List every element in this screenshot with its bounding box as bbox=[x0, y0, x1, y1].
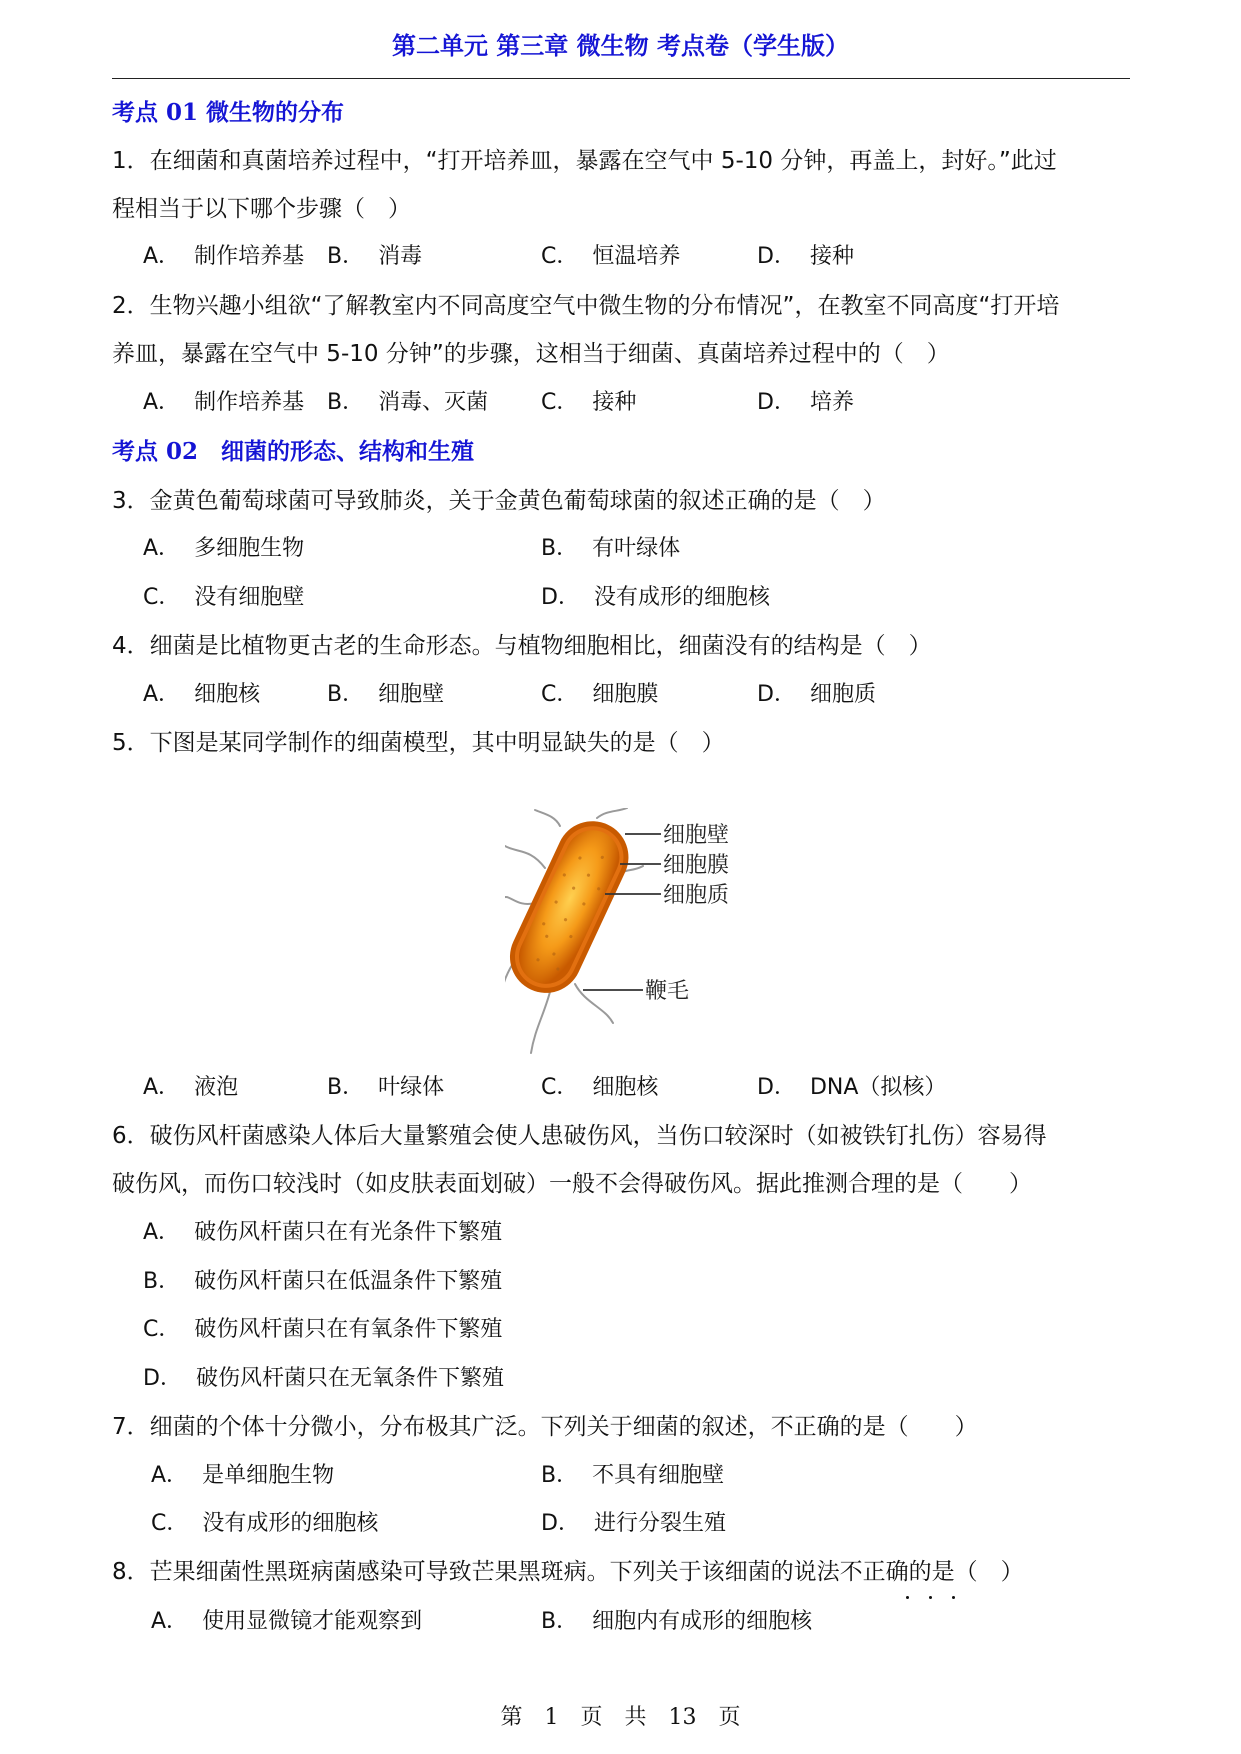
flagellum-2 bbox=[505, 897, 535, 904]
bacterium-model-figure bbox=[505, 808, 750, 1058]
question-7-option-b[interactable] bbox=[541, 1461, 724, 1491]
question-2-option-b[interactable] bbox=[327, 388, 488, 418]
question-8-line-1: 8．芒果细菌性黑斑病菌感染可导致芒果黑斑病。下列关于该细菌的说法不正确的是（ ） bbox=[112, 1559, 1024, 1585]
option-text: 细胞核 bbox=[592, 1075, 659, 1100]
option-letter: C． bbox=[143, 585, 181, 610]
question-1-option-d[interactable] bbox=[757, 242, 854, 272]
option-letter: A． bbox=[143, 1075, 181, 1100]
option-letter: A． bbox=[143, 536, 181, 561]
option-letter: A． bbox=[151, 1463, 189, 1488]
option-text: 液泡 bbox=[194, 1075, 239, 1100]
question-4-option-d[interactable] bbox=[757, 680, 876, 710]
question-7-option-a[interactable] bbox=[151, 1461, 334, 1491]
option-text: 没有成形的细胞核 bbox=[202, 1511, 379, 1536]
option-letter: B． bbox=[143, 1269, 181, 1294]
flagellum-5 bbox=[597, 808, 627, 818]
option-text: 没有细胞壁 bbox=[194, 585, 305, 610]
label-cell-wall: 细胞壁 bbox=[663, 823, 730, 848]
question-6-option-d[interactable] bbox=[143, 1364, 504, 1394]
option-letter: A． bbox=[143, 390, 181, 415]
option-letter: D． bbox=[541, 1511, 580, 1536]
option-text: 接种 bbox=[592, 390, 637, 415]
option-text: 叶绿体 bbox=[378, 1075, 445, 1100]
question-3-option-a[interactable] bbox=[143, 534, 304, 564]
option-text: 是单细胞生物 bbox=[202, 1463, 335, 1488]
question-6-option-b[interactable] bbox=[143, 1267, 502, 1297]
option-letter: D． bbox=[757, 244, 796, 269]
question-1-option-c[interactable] bbox=[541, 242, 680, 272]
option-text: 细胞核 bbox=[194, 682, 261, 707]
option-letter: B． bbox=[541, 1609, 579, 1634]
option-letter: D． bbox=[757, 682, 796, 707]
option-text: 细胞壁 bbox=[378, 682, 445, 707]
header-divider bbox=[112, 78, 1130, 79]
option-text: DNA（拟核） bbox=[809, 1075, 947, 1100]
option-letter: C． bbox=[151, 1511, 189, 1536]
option-letter: B． bbox=[327, 1075, 365, 1100]
option-letter: B． bbox=[327, 390, 365, 415]
section-title-01: 考点 01 微生物的分布 bbox=[112, 99, 345, 126]
page-header-title: 第二单元 第三章 微生物 考点卷（学生版） bbox=[391, 31, 850, 60]
option-letter: A． bbox=[143, 244, 181, 269]
option-text: 制作培养基 bbox=[194, 390, 305, 415]
flagellum-4 bbox=[535, 810, 560, 826]
question-4-option-a[interactable] bbox=[143, 680, 260, 710]
option-letter: C． bbox=[541, 244, 579, 269]
option-letter: D． bbox=[757, 390, 796, 415]
question-4-line-1: 4．细菌是比植物更古老的生命形态。与植物细胞相比，细菌没有的结构是（ ） bbox=[112, 633, 932, 659]
question-5-option-d[interactable] bbox=[757, 1073, 946, 1103]
option-text: 有叶绿体 bbox=[592, 536, 681, 561]
question-3-line-1: 3．金黄色葡萄球菌可导致肺炎，关于金黄色葡萄球菌的叙述正确的是（ ） bbox=[112, 488, 886, 514]
page-footer: 第 1 页 共 13 页 bbox=[500, 1705, 741, 1730]
question-2-option-d[interactable] bbox=[757, 388, 854, 418]
option-letter: A． bbox=[143, 682, 181, 707]
question-5-option-c[interactable] bbox=[541, 1073, 658, 1103]
option-text: 没有成形的细胞核 bbox=[593, 585, 770, 610]
flagellum-1 bbox=[505, 846, 545, 868]
option-letter: A． bbox=[143, 1220, 181, 1245]
option-text: 破伤风杆菌只在有氧条件下繁殖 bbox=[194, 1317, 503, 1342]
question-1-option-b[interactable] bbox=[327, 242, 422, 272]
option-text: 破伤风杆菌只在有光条件下繁殖 bbox=[194, 1220, 503, 1245]
question-8-option-b[interactable] bbox=[541, 1607, 812, 1637]
label-flagellum: 鞭毛 bbox=[645, 979, 690, 1004]
question-6-option-a[interactable] bbox=[143, 1218, 502, 1248]
question-7-line-1: 7．细菌的个体十分微小，分布极其广泛。下列关于细菌的叙述，不正确的是（ ） bbox=[112, 1414, 978, 1440]
question-3-option-b[interactable] bbox=[541, 534, 680, 564]
question-3-option-c[interactable] bbox=[143, 583, 304, 613]
option-letter: C． bbox=[143, 1317, 181, 1342]
option-text: 消毒、灭菌 bbox=[378, 390, 489, 415]
question-6-line-1: 6．破伤风杆菌感染人体后大量繁殖会使人患破伤风，当伤口较深时（如被铁钉扎伤）容易得 bbox=[112, 1123, 1047, 1149]
option-text: 破伤风杆菌只在低温条件下繁殖 bbox=[194, 1269, 503, 1294]
option-letter: B． bbox=[327, 244, 365, 269]
question-4-option-b[interactable] bbox=[327, 680, 444, 710]
question-5-line-1: 5．下图是某同学制作的细菌模型，其中明显缺失的是（ ） bbox=[112, 730, 725, 756]
option-letter: B． bbox=[327, 682, 365, 707]
flagellum-8 bbox=[531, 988, 551, 1053]
question-2-option-a[interactable] bbox=[143, 388, 304, 418]
question-6-option-c[interactable] bbox=[143, 1315, 502, 1345]
option-letter: A． bbox=[151, 1609, 189, 1634]
question-8-option-a[interactable] bbox=[151, 1607, 422, 1637]
option-text: 细胞内有成形的细胞核 bbox=[592, 1609, 813, 1634]
cytoplasm bbox=[510, 821, 628, 992]
option-text: 培养 bbox=[809, 390, 854, 415]
option-letter: B． bbox=[541, 1463, 579, 1488]
question-2-option-c[interactable] bbox=[541, 388, 636, 418]
question-6-line-2: 破伤风，而伤口较浅时（如皮肤表面划破）一般不会得破伤风。据此推测合理的是（ ） bbox=[112, 1171, 1032, 1197]
question-5-option-a[interactable] bbox=[143, 1073, 238, 1103]
question-2-line-1: 2．生物兴趣小组欲“了解教室内不同高度空气中微生物的分布情况”，在教室不同高度“打开培 bbox=[112, 293, 1060, 319]
emphasis-dot bbox=[906, 1596, 909, 1599]
option-letter: D． bbox=[143, 1366, 182, 1391]
option-text: 接种 bbox=[809, 244, 854, 269]
emphasis-dot bbox=[929, 1596, 932, 1599]
option-text: 多细胞生物 bbox=[194, 536, 305, 561]
question-1-line-1: 1．在细菌和真菌培养过程中，“打开培养皿，暴露在空气中 5-10 分钟，再盖上，封好。”此过 bbox=[112, 148, 1057, 174]
option-letter: C． bbox=[541, 390, 579, 415]
question-4-option-c[interactable] bbox=[541, 680, 658, 710]
question-7-option-d[interactable] bbox=[541, 1509, 726, 1539]
option-text: 恒温培养 bbox=[592, 244, 681, 269]
option-text: 使用显微镜才能观察到 bbox=[202, 1609, 423, 1634]
option-letter: C． bbox=[541, 682, 579, 707]
question-5-option-b[interactable] bbox=[327, 1073, 444, 1103]
emphasis-dot bbox=[952, 1596, 955, 1599]
option-text: 细胞质 bbox=[809, 682, 876, 707]
option-text: 破伤风杆菌只在无氧条件下繁殖 bbox=[195, 1366, 504, 1391]
option-letter: D． bbox=[541, 585, 580, 610]
option-text: 不具有细胞壁 bbox=[592, 1463, 725, 1488]
label-cell-membrane: 细胞膜 bbox=[663, 853, 730, 878]
question-2-line-2: 养皿，暴露在空气中 5-10 分钟”的步骤，这相当于细菌、真菌培养过程中的（ ） bbox=[112, 341, 950, 367]
label-cytoplasm: 细胞质 bbox=[663, 883, 730, 908]
question-3-option-d[interactable] bbox=[541, 583, 770, 613]
option-letter: D． bbox=[757, 1075, 796, 1100]
option-text: 制作培养基 bbox=[194, 244, 305, 269]
option-letter: B． bbox=[541, 536, 579, 561]
option-letter: C． bbox=[541, 1075, 579, 1100]
section-title-02: 考点 02 细菌的形态、结构和生殖 bbox=[112, 438, 475, 465]
option-text: 细胞膜 bbox=[592, 682, 659, 707]
option-text: 消毒 bbox=[378, 244, 423, 269]
question-1-option-a[interactable] bbox=[143, 242, 304, 272]
question-1-line-2: 程相当于以下哪个步骤（ ） bbox=[112, 196, 411, 222]
option-text: 进行分裂生殖 bbox=[593, 1511, 726, 1536]
question-7-option-c[interactable] bbox=[151, 1509, 378, 1539]
